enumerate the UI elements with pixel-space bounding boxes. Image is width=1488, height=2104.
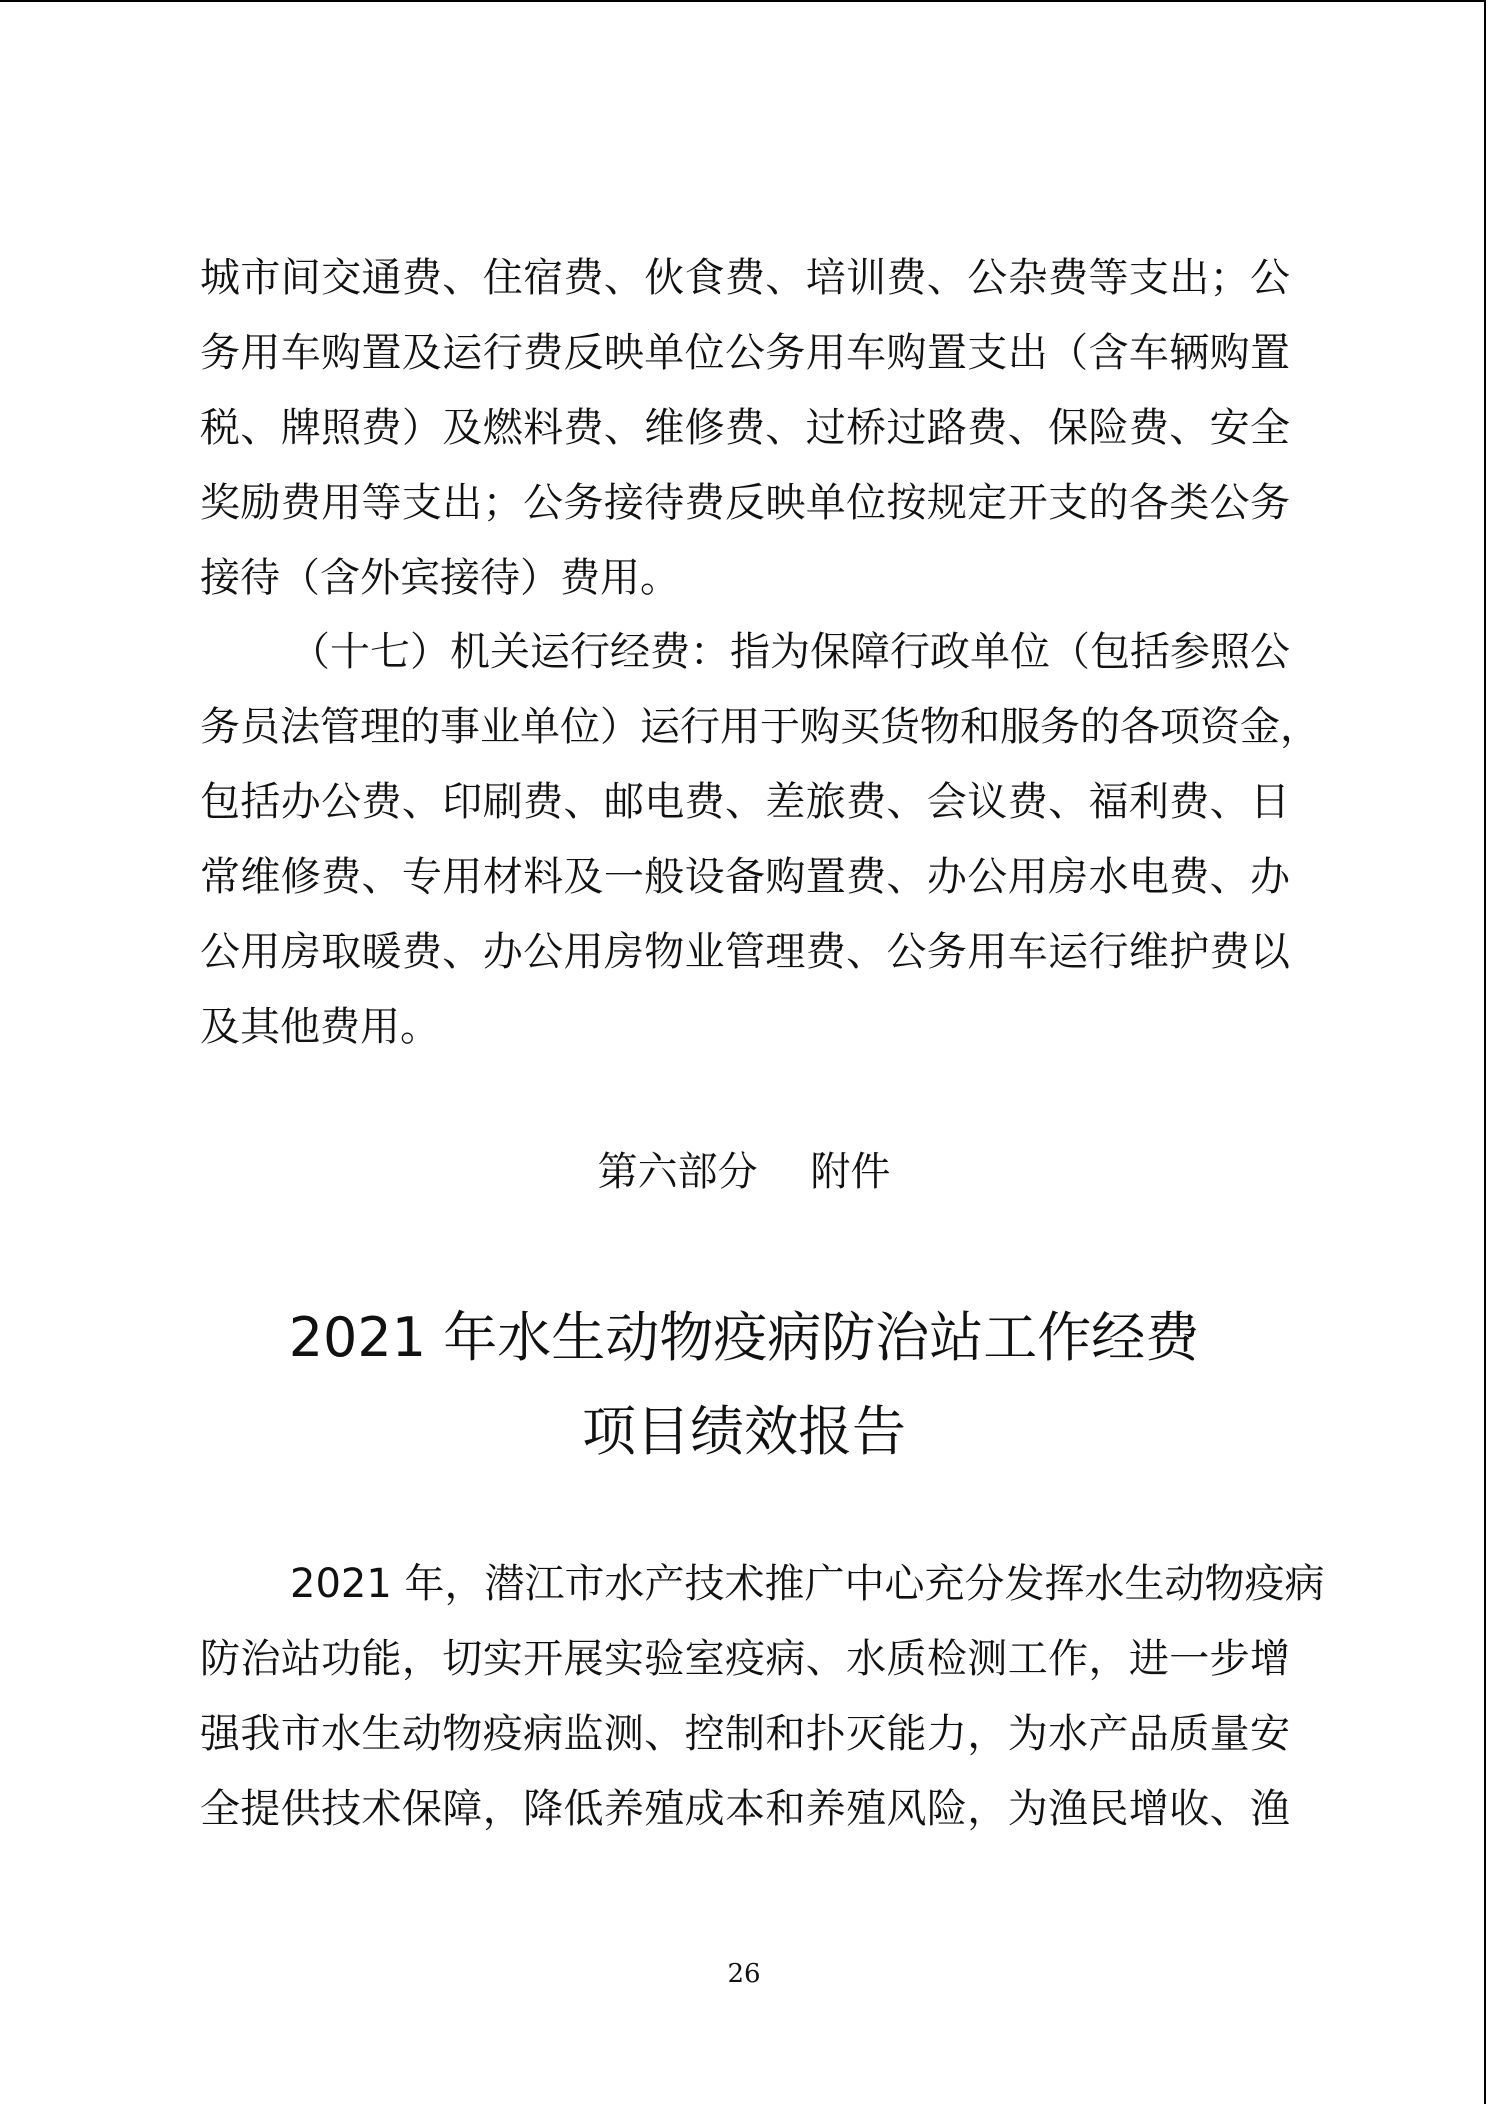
paragraph-line: 全提供技术保障，降低养殖成本和养殖风险，为渔民增收、渔 [200,1786,1290,1832]
document-title-line-2: 项目绩效报告 [582,1400,906,1463]
document-title-line-1: 2021 年水生动物疫病防治站工作经费 [288,1306,1200,1369]
paragraph-line: 强我市水生动物疫病监测、控制和扑灭能力，为水产品质量安 [200,1711,1290,1757]
paragraph-line: 奖励费用等支出；公务接待费反映单位按规定开支的各类公务 [200,480,1290,526]
paragraph-line: 防治站功能，切实开展实验室疫病、水质检测工作，进一步增 [200,1636,1290,1682]
paragraph-line: 常维修费、专用材料及一般设备购置费、办公用房水电费、办 [200,854,1290,900]
paragraph-line: 包括办公费、印刷费、邮电费、差旅费、会议费、福利费、日 [200,779,1290,825]
paragraph-line: 务用车购置及运行费反映单位公务用车购置支出（含车辆购置 [200,330,1290,376]
paragraph-line: 务员法管理的事业单位）运行用于购买货物和服务的各项资金， [200,704,1320,750]
paragraph-line: （十七）机关运行经费：指为保障行政单位（包括参照公 [290,629,1290,675]
section-heading: 第六部分 附件 [597,1149,891,1195]
paragraph-line: 公用房取暖费、办公用房物业管理费、公务用车运行维护费以 [200,929,1290,975]
paragraph-line: 城市间交通费、住宿费、伙食费、培训费、公杂费等支出；公 [200,255,1290,301]
paragraph-line: 税、牌照费）及燃料费、维修费、过桥过路费、保险费、安全 [200,405,1290,451]
page-number: 26 [727,1959,761,1989]
paragraph-line: 及其他费用。 [200,1004,440,1050]
paragraph-line: 2021 年，潜江市水产技术推广中心充分发挥水生动物疫病 [290,1561,1325,1607]
paragraph-line: 接待（含外宾接待）费用。 [200,555,680,601]
